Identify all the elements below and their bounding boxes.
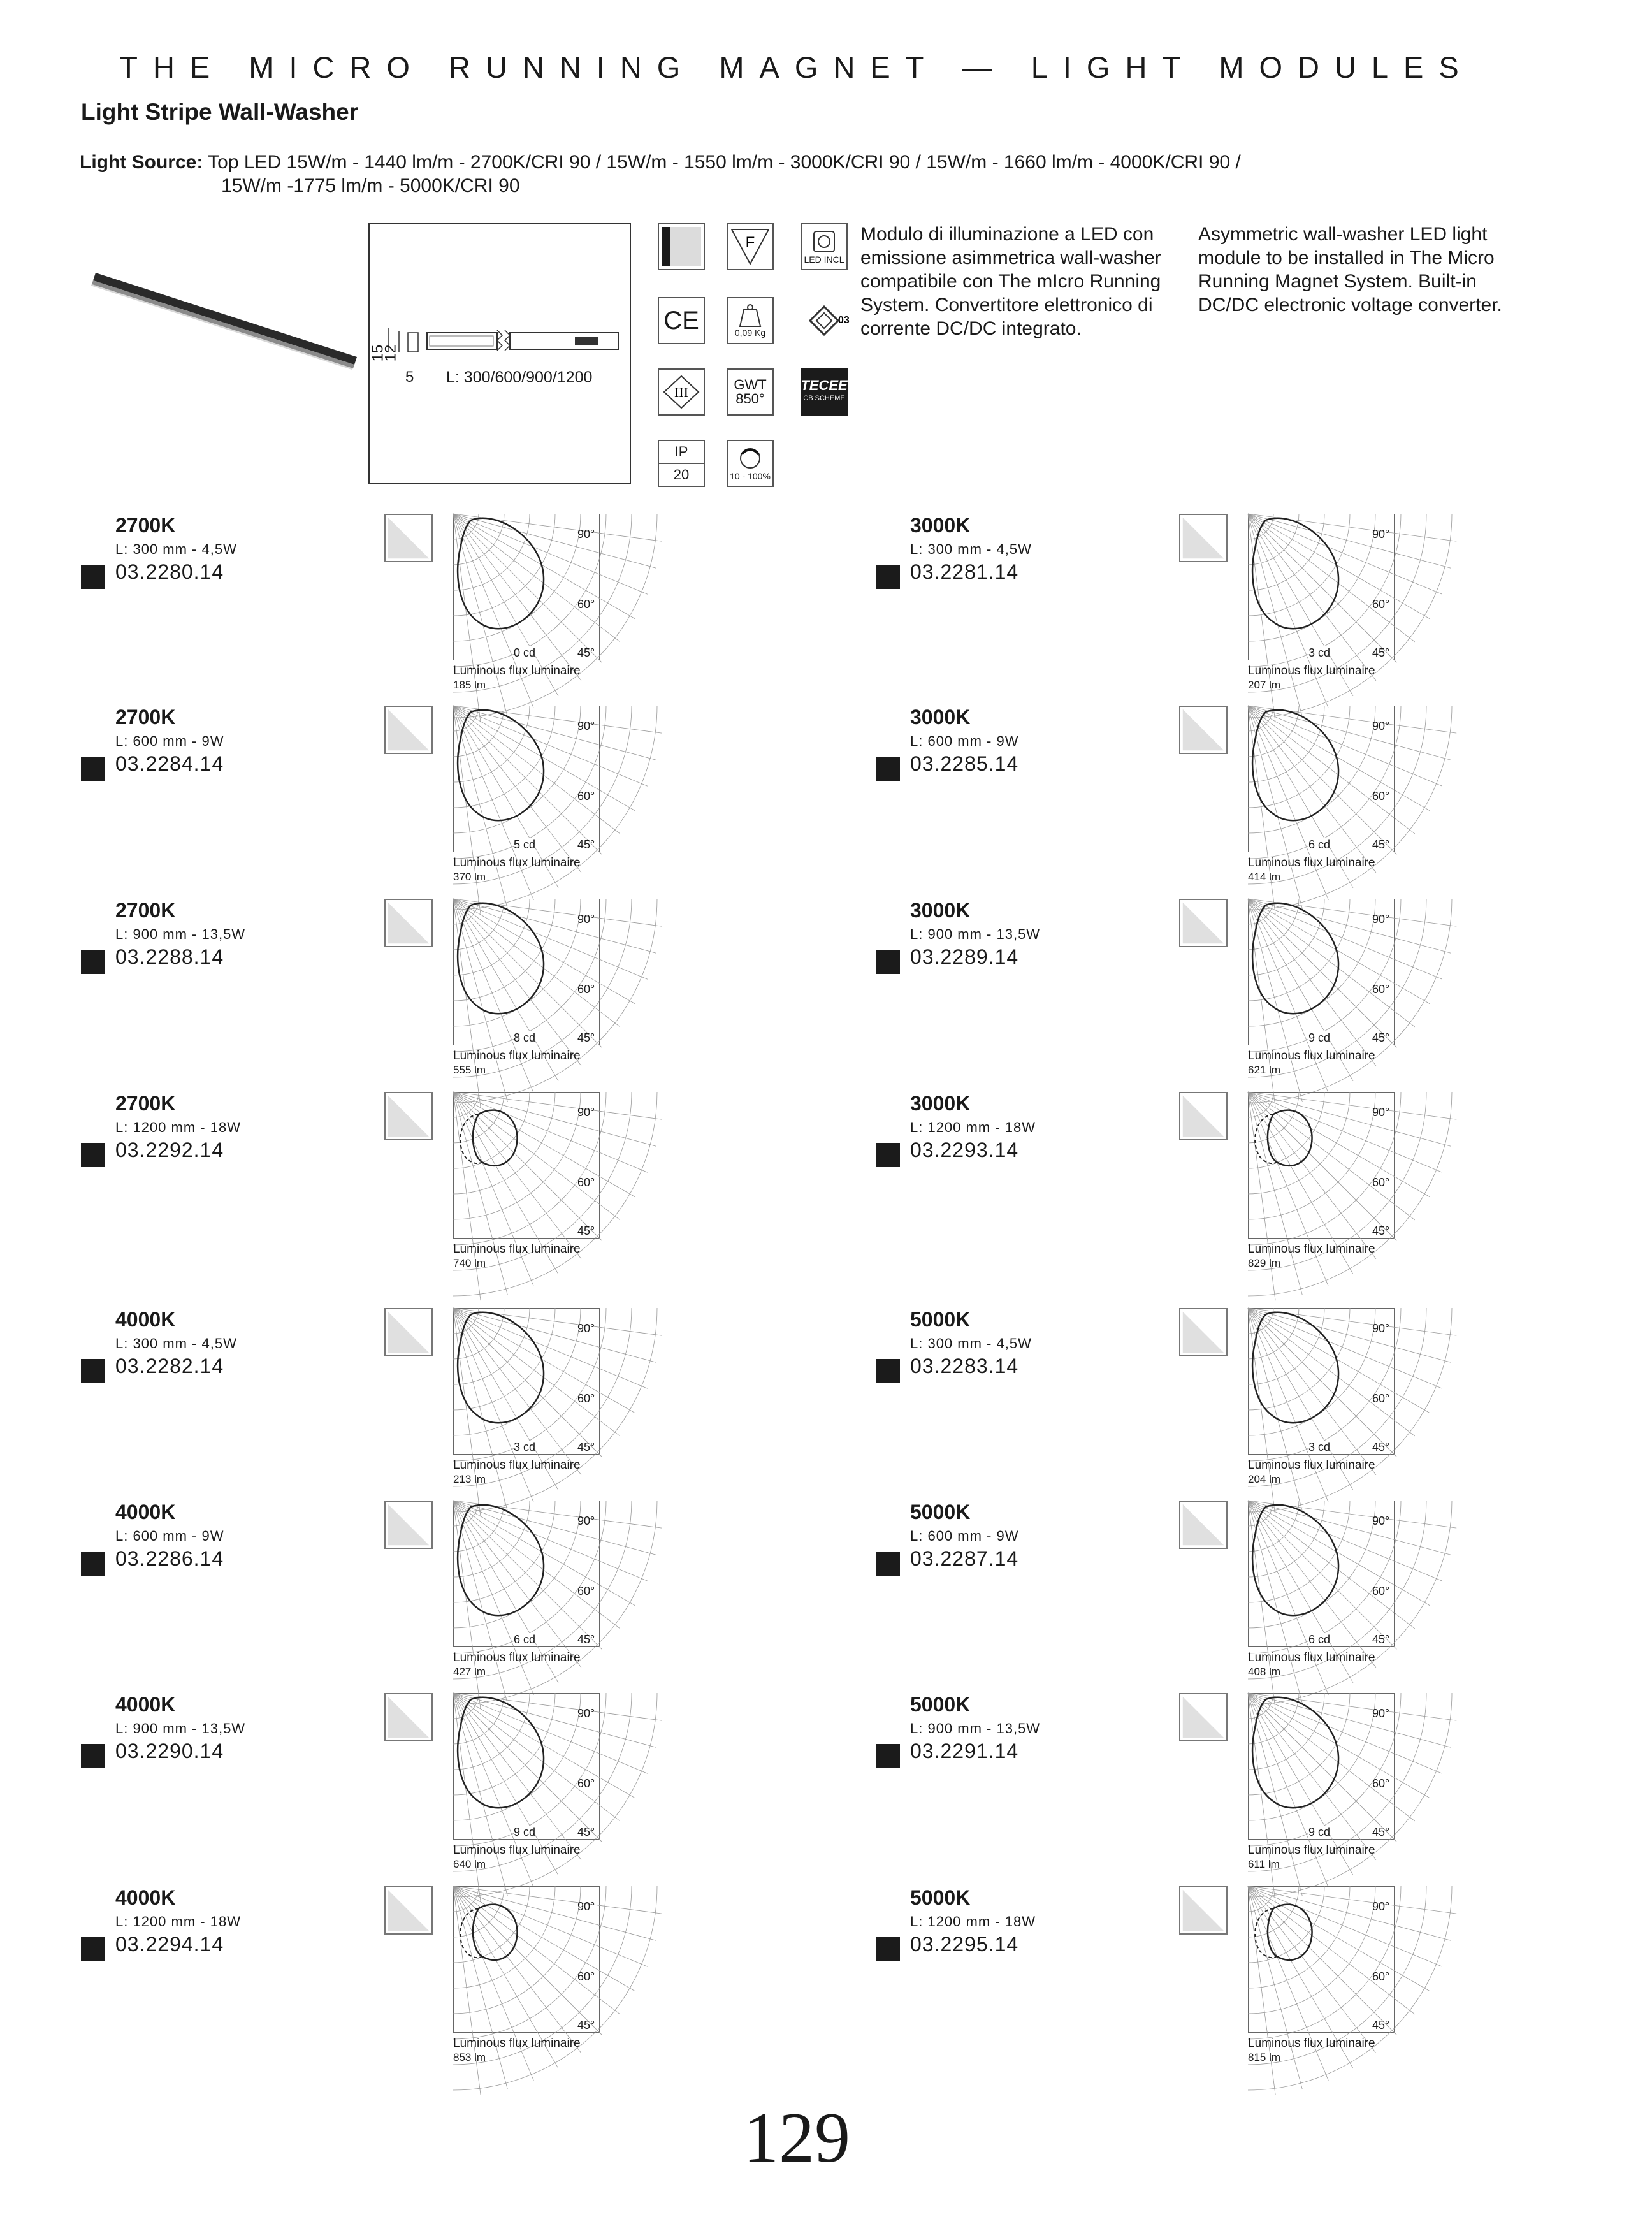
light-source-label: Light Source: — [80, 152, 203, 173]
color-temperature: 3000K — [910, 706, 971, 729]
finish-swatch — [876, 1359, 900, 1383]
product-code: 03.2289.14 — [910, 945, 1019, 968]
description-italian: Modulo di illuminazione a LED con emissione asimmetrica wall-washer compatibile con The mIcro Running System. Convertitore elettronico di corrente DC/DC integrato. — [860, 224, 1161, 339]
color-temperature: 5000K — [910, 1693, 971, 1716]
angle-60-label: 60° — [1372, 790, 1390, 803]
variant-card — [80, 514, 857, 705]
page-number: 129 — [743, 2098, 850, 2177]
flux-value: 815 lm — [1248, 2051, 1281, 2063]
angle-45-label: 45° — [1372, 1826, 1390, 1838]
variant-card — [80, 1886, 857, 2077]
angle-45-label: 45° — [1372, 1225, 1390, 1237]
flux-value: 408 lm — [1248, 1666, 1281, 1678]
wall-washer-icon — [658, 223, 705, 270]
product-code: 03.2285.14 — [910, 752, 1019, 775]
candela-label: 6 cd — [514, 1633, 536, 1646]
product-code: 03.2287.14 — [910, 1547, 1019, 1570]
class-iii-label: III — [674, 384, 688, 400]
angle-90-label: 90° — [1372, 1707, 1390, 1720]
length-power: L: 300 mm - 4,5W — [910, 1335, 1032, 1351]
candela-label: 6 cd — [1308, 1633, 1331, 1646]
wall-washer-icon — [1179, 1092, 1228, 1140]
finish-swatch — [81, 950, 105, 974]
f-mark-icon — [727, 223, 774, 270]
finish-swatch — [81, 757, 105, 781]
angle-45-label: 45° — [1372, 838, 1390, 851]
color-temperature: 4000K — [115, 1886, 176, 1909]
flux-value: 207 lm — [1248, 679, 1281, 691]
led-included-icon — [801, 223, 848, 270]
length-power: L: 900 mm - 13,5W — [910, 1720, 1041, 1736]
candela-label: 3 cd — [1308, 1441, 1331, 1453]
finish-swatch — [81, 1937, 105, 1961]
angle-45-label: 45° — [577, 838, 595, 851]
finish-swatch — [876, 757, 900, 781]
flux-label: Luminous flux luminaire — [453, 856, 581, 869]
angle-60-label: 60° — [577, 983, 595, 996]
finish-swatch — [876, 1552, 900, 1576]
angle-60-label: 60° — [1372, 1970, 1390, 1983]
dimming-label: 10 - 100% — [730, 471, 771, 481]
finish-swatch — [81, 1552, 105, 1576]
product-code: 03.2283.14 — [910, 1355, 1019, 1377]
color-temperature: 5000K — [910, 1501, 971, 1523]
length-power: L: 600 mm - 9W — [910, 733, 1019, 749]
flux-label: Luminous flux luminaire — [1248, 1458, 1375, 1472]
angle-90-label: 90° — [1372, 1900, 1390, 1913]
length-power: L: 900 mm - 13,5W — [115, 926, 246, 942]
ce-mark-icon — [658, 297, 705, 344]
angle-60-label: 60° — [1372, 983, 1390, 996]
variant-card — [80, 899, 857, 1090]
color-temperature: 3000K — [910, 514, 971, 537]
angle-45-label: 45° — [1372, 2019, 1390, 2031]
angle-60-label: 60° — [577, 1392, 595, 1405]
length-power: L: 900 mm - 13,5W — [910, 926, 1041, 942]
flux-label: Luminous flux luminaire — [453, 1651, 581, 1664]
length-power: L: 1200 mm - 18W — [910, 1914, 1036, 1929]
flux-value: 555 lm — [453, 1064, 486, 1076]
candela-label: 3 cd — [1308, 646, 1331, 659]
variant-card — [80, 1308, 857, 1499]
product-code: 03.2286.14 — [115, 1547, 224, 1570]
color-temperature: 2700K — [115, 899, 176, 922]
angle-90-label: 90° — [1372, 1106, 1390, 1119]
product-code: 03.2284.14 — [115, 752, 224, 775]
wall-washer-icon — [1179, 1501, 1228, 1549]
angle-60-label: 60° — [577, 1970, 595, 1983]
flux-label: Luminous flux luminaire — [1248, 664, 1375, 678]
gwt-temp: 850° — [735, 391, 765, 407]
angle-60-label: 60° — [577, 790, 595, 803]
dimming-icon — [727, 440, 774, 487]
finish-swatch — [81, 1744, 105, 1768]
description-english: Asymmetric wall-washer LED light module to be installed in The Micro Running Magnet System. Built-in DC/DC electronic voltage converter. — [1198, 224, 1502, 316]
angle-45-label: 45° — [1372, 1633, 1390, 1646]
product-code: 03.2292.14 — [115, 1138, 224, 1161]
weight-icon — [727, 297, 774, 344]
angle-45-label: 45° — [577, 1225, 595, 1237]
ip-value: 20 — [673, 467, 690, 483]
wall-washer-icon — [1179, 1308, 1228, 1356]
product-code: 03.2294.14 — [115, 1933, 224, 1956]
wall-washer-icon — [384, 1693, 433, 1741]
length-power: L: 600 mm - 9W — [115, 733, 224, 749]
flux-label: Luminous flux luminaire — [1248, 1651, 1375, 1664]
length-power: L: 900 mm - 13,5W — [115, 1720, 246, 1736]
wall-washer-icon — [384, 1092, 433, 1140]
flux-value: 204 lm — [1248, 1473, 1281, 1485]
gwt-label: GWT — [734, 377, 767, 393]
flux-value: 414 lm — [1248, 871, 1281, 883]
finish-swatch — [876, 565, 900, 589]
angle-60-label: 60° — [1372, 1176, 1390, 1189]
wall-washer-icon — [384, 706, 433, 754]
product-code: 03.2291.14 — [910, 1740, 1019, 1762]
light-source-line1: Top LED 15W/m - 1440 lm/m - 2700K/CRI 90 / 15W/m - 1550 lm/m - 3000K/CRI 90 / 15W/m - 1660 lm/m - 4000K/CRI 90 / — [208, 152, 1241, 173]
flux-value: 370 lm — [453, 871, 486, 883]
dim-height-1: 15 — [369, 344, 387, 362]
angle-45-label: 45° — [1372, 1031, 1390, 1044]
angle-90-label: 90° — [577, 1322, 595, 1335]
finish-swatch — [81, 565, 105, 589]
angle-45-label: 45° — [577, 1826, 595, 1838]
insulation-class-label: 03 — [838, 315, 850, 326]
length-power: L: 1200 mm - 18W — [115, 1914, 241, 1929]
product-code: 03.2293.14 — [910, 1138, 1019, 1161]
flux-label: Luminous flux luminaire — [453, 1242, 581, 1256]
ip-label: IP — [659, 441, 704, 464]
candela-label: 8 cd — [514, 1031, 536, 1044]
wall-washer-icon — [1179, 706, 1228, 754]
wall-washer-icon — [1179, 1693, 1228, 1741]
flux-value: 185 lm — [453, 679, 486, 691]
tecee-cb-icon — [801, 368, 848, 416]
angle-90-label: 90° — [577, 913, 595, 926]
flux-value: 740 lm — [453, 1257, 486, 1269]
flux-label: Luminous flux luminaire — [453, 1049, 581, 1063]
light-source-spec — [80, 150, 1546, 198]
angle-90-label: 90° — [577, 1515, 595, 1527]
flux-label: Luminous flux luminaire — [453, 2037, 581, 2050]
candela-label: 9 cd — [1308, 1031, 1331, 1044]
angle-90-label: 90° — [577, 1106, 595, 1119]
f-mark-label: F — [745, 234, 755, 251]
angle-60-label: 60° — [1372, 1777, 1390, 1790]
wall-washer-icon — [384, 1501, 433, 1549]
color-temperature: 2700K — [115, 1092, 176, 1115]
color-temperature: 5000K — [910, 1308, 971, 1331]
length-power: L: 1200 mm - 18W — [910, 1119, 1036, 1135]
length-power: L: 300 mm - 4,5W — [115, 541, 237, 557]
flux-value: 427 lm — [453, 1666, 486, 1678]
flux-label: Luminous flux luminaire — [1248, 1843, 1375, 1857]
variant-card — [874, 1308, 1652, 1499]
angle-90-label: 90° — [577, 720, 595, 732]
variant-card — [874, 706, 1652, 897]
flux-value: 829 lm — [1248, 1257, 1281, 1269]
flux-value: 853 lm — [453, 2051, 486, 2063]
color-temperature: 5000K — [910, 1886, 971, 1909]
angle-90-label: 90° — [1372, 913, 1390, 926]
light-source-line2: 15W/m -1775 lm/m - 5000K/CRI 90 — [221, 175, 520, 196]
angle-45-label: 45° — [577, 1031, 595, 1044]
variant-card — [80, 1693, 857, 1884]
finish-swatch — [876, 950, 900, 974]
angle-60-label: 60° — [577, 1777, 595, 1790]
dim-length: L: 300/600/900/1200 — [446, 368, 593, 386]
dimension-drawing — [368, 223, 631, 484]
product-code: 03.2290.14 — [115, 1740, 224, 1762]
ce-mark-label: CE — [663, 306, 699, 335]
variant-card — [874, 1501, 1652, 1692]
gwt-icon — [727, 368, 774, 416]
angle-90-label: 90° — [1372, 528, 1390, 541]
product-photo — [76, 255, 357, 370]
variant-card — [874, 514, 1652, 705]
product-code: 03.2281.14 — [910, 560, 1019, 583]
product-code: 03.2280.14 — [115, 560, 224, 583]
flux-label: Luminous flux luminaire — [1248, 1049, 1375, 1063]
length-power: L: 600 mm - 9W — [115, 1528, 224, 1544]
weight-label: 0,09 Kg — [734, 328, 766, 338]
flux-label: Luminous flux luminaire — [1248, 2037, 1375, 2050]
angle-90-label: 90° — [1372, 1322, 1390, 1335]
color-temperature: 3000K — [910, 1092, 971, 1115]
finish-swatch — [81, 1143, 105, 1167]
color-temperature: 4000K — [115, 1501, 176, 1523]
angle-45-label: 45° — [577, 646, 595, 659]
angle-45-label: 45° — [1372, 646, 1390, 659]
variant-card — [80, 1092, 857, 1283]
flux-value: 640 lm — [453, 1858, 486, 1870]
variant-card — [80, 706, 857, 897]
wall-washer-icon — [384, 514, 433, 562]
variant-card — [874, 1092, 1652, 1283]
candela-label: 9 cd — [514, 1826, 536, 1838]
finish-swatch — [876, 1937, 900, 1961]
flux-label: Luminous flux luminaire — [1248, 1242, 1375, 1256]
length-power: L: 300 mm - 4,5W — [910, 541, 1032, 557]
led-included-label: LED INCL — [804, 254, 844, 265]
ip-rating-icon — [658, 440, 705, 487]
length-power: L: 300 mm - 4,5W — [115, 1335, 237, 1351]
angle-60-label: 60° — [1372, 598, 1390, 611]
length-power: L: 1200 mm - 18W — [115, 1119, 241, 1135]
tecee-sub: CB SCHEME — [803, 395, 845, 402]
candela-label: 9 cd — [1308, 1826, 1331, 1838]
flux-label: Luminous flux luminaire — [453, 1843, 581, 1857]
product-code: 03.2295.14 — [910, 1933, 1019, 1956]
length-power: L: 600 mm - 9W — [910, 1528, 1019, 1544]
dim-width: 5 — [405, 368, 414, 386]
angle-60-label: 60° — [1372, 1392, 1390, 1405]
wall-washer-icon — [1179, 899, 1228, 947]
wall-washer-icon — [384, 1308, 433, 1356]
wall-washer-icon — [384, 899, 433, 947]
flux-value: 621 lm — [1248, 1064, 1281, 1076]
variant-card — [874, 899, 1652, 1090]
class-iii-icon — [658, 368, 705, 416]
color-temperature: 2700K — [115, 706, 176, 729]
finish-swatch — [81, 1359, 105, 1383]
wall-washer-icon — [1179, 1886, 1228, 1935]
angle-90-label: 90° — [577, 528, 595, 541]
dim-height-2: 12 — [382, 344, 400, 362]
angle-45-label: 45° — [577, 1633, 595, 1646]
variant-card — [80, 1501, 857, 1692]
flux-value: 213 lm — [453, 1473, 486, 1485]
product-code: 03.2282.14 — [115, 1355, 224, 1377]
tecee-label: TECEE — [801, 377, 848, 393]
flux-label: Luminous flux luminaire — [453, 1458, 581, 1472]
angle-60-label: 60° — [577, 1176, 595, 1189]
angle-90-label: 90° — [1372, 1515, 1390, 1527]
wall-washer-icon — [384, 1886, 433, 1935]
finish-swatch — [876, 1143, 900, 1167]
insulation-class-icon — [801, 297, 848, 344]
page-title: THE MICRO RUNNING MAGNET — LIGHT MODULES — [119, 50, 1474, 84]
flux-value: 611 lm — [1248, 1858, 1280, 1870]
wall-washer-icon — [1179, 514, 1228, 562]
color-temperature: 3000K — [910, 899, 971, 922]
product-code: 03.2288.14 — [115, 945, 224, 968]
angle-90-label: 90° — [577, 1707, 595, 1720]
variant-card — [874, 1693, 1652, 1884]
angle-90-label: 90° — [577, 1900, 595, 1913]
candela-label: 3 cd — [514, 1441, 536, 1453]
flux-label: Luminous flux luminaire — [453, 664, 581, 678]
angle-90-label: 90° — [1372, 720, 1390, 732]
angle-60-label: 60° — [577, 598, 595, 611]
angle-60-label: 60° — [577, 1585, 595, 1597]
angle-45-label: 45° — [577, 2019, 595, 2031]
candela-label: 5 cd — [514, 838, 536, 851]
flux-label: Luminous flux luminaire — [1248, 856, 1375, 869]
color-temperature: 4000K — [115, 1308, 176, 1331]
color-temperature: 4000K — [115, 1693, 176, 1716]
product-name: Light Stripe Wall-Washer — [81, 99, 359, 125]
angle-45-label: 45° — [577, 1441, 595, 1453]
angle-60-label: 60° — [1372, 1585, 1390, 1597]
angle-45-label: 45° — [1372, 1441, 1390, 1453]
candela-label: 6 cd — [1308, 838, 1331, 851]
color-temperature: 2700K — [115, 514, 176, 537]
candela-label: 0 cd — [514, 646, 536, 659]
variant-card — [874, 1886, 1652, 2077]
finish-swatch — [876, 1744, 900, 1768]
